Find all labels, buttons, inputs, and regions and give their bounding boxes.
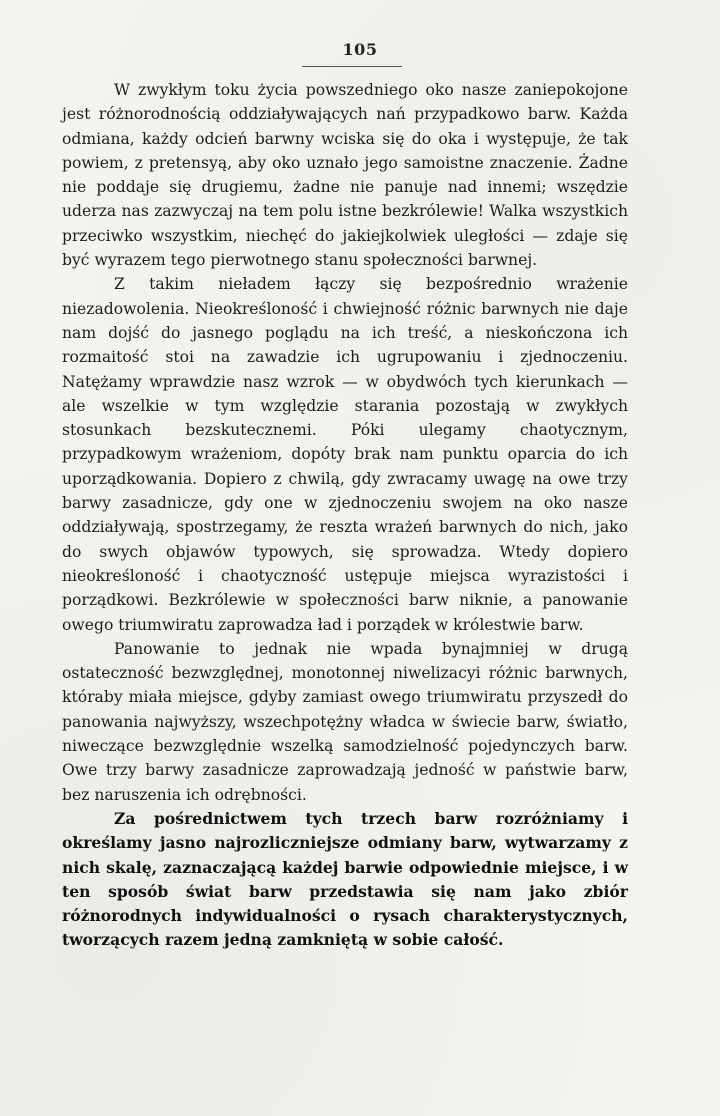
- body-text: [62, 78, 628, 953]
- paragraph-2: Z takim nieładem łączy się bezpośrednio wrażenie niezadowolenia. Nieokreśloność i chwiejność różnic barwnych nie daje nam dojść do jasnego poglądu na ich treść, a nieskończona ich rozmaitość stoi na zawadzie ich ugrupowaniu i zjednoczeniu. Natężamy wprawdzie nasz wzrok — w obydwóch tych kierunkach — ale wszelkie w tym względzie starania pozostają w zwykłych stosunkach bezskutecznemi. Póki ulegamy chaotycznym, przypadkowym wrażeniom, dopóty brak nam punktu oparcia do ich uporządkowania. Dopiero z chwilą, gdy zwracamy uwagę na owe trzy barwy zasadnicze, gdy one w zjednoczeniu swojem na oko nasze oddziaływają, spostrzegamy, że reszta wrażeń barwnych do nich, jako do swych objawów typowych, się sprowadza. Wtedy dopiero nieokreśloność i chaotyczność ustępuje miejsca wyrazistości i porządkowi. Bezkrólewie w społeczności barw niknie, a panowanie owego triumwiratu zaprowadza ład i porządek w królestwie barw.: [62, 275, 628, 634]
- page-number: 105: [342, 40, 378, 59]
- paragraph-4: Za pośrednictwem tych trzech barw rozróżniamy i określamy jasno najrozliczniejsze odmiany barw, wytwarzamy z nich skalę, zaznaczającą każdej barwie odpowiednie miejsce, i w ten sposób świat barw przedstawia się nam jako zbiór różnorodnych indywidualności o rysach charakterystycznych, tworzących razem jedną zamkniętą w sobie całość.: [62, 808, 628, 950]
- header-rule: [302, 66, 402, 67]
- paragraph-1: W zwykłym toku życia powszedniego oko nasze zaniepokojone jest różnorodnością oddziaływających nań przypadkowo barw. Każda odmiana, każdy odcień barwny wciska się do oka i występuje, że tak powiem, z pretensyą, aby oko uznało jego samoistne znaczenie. Żadne nie poddaje się drugiemu, żadne nie panuje nad innemi; wszędzie uderza nas zazwyczaj na tem polu istne bezkrólewie! Walka wszystkich przeciwko wszystkim, niechęć do jakiejkolwiek uległości — zdaje się być wyrazem tego pierwotnego stanu społeczności barwnej.: [62, 81, 628, 270]
- paragraph-3: Panowanie to jednak nie wpada bynajmniej w drugą ostateczność bezwzględnej, monotonnej niwelizacyi różnic barwnych, któraby miała miejsce, gdyby zamiast owego triumwiratu przyszedł do panowania najwyższy, wszechpotężny władca w świecie barw, światło, niweczące bezwzględnie wszelką samodzielność pojedynczych barw. Owe trzy barwy zasadnicze zaprowadzają jedność w państwie barw, bez naruszenia ich odrębności.: [62, 639, 628, 804]
